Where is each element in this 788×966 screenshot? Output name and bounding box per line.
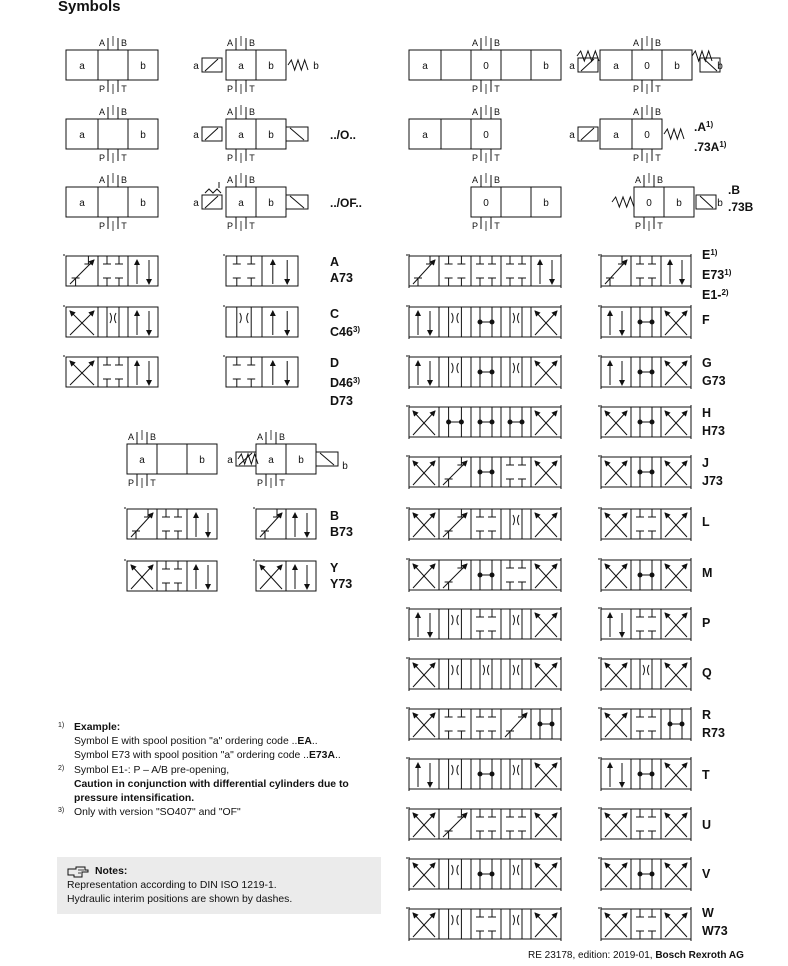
port-label: A xyxy=(226,38,234,48)
spring-label: b xyxy=(313,61,319,72)
notes-box xyxy=(57,857,381,914)
spool-position-label: b xyxy=(199,455,205,466)
spool-position-label: a xyxy=(613,130,619,141)
label-j: J J73 xyxy=(702,456,723,488)
port-label: P xyxy=(632,84,640,94)
spool-position-label: a xyxy=(238,198,244,209)
spool-position-label: b xyxy=(140,130,146,141)
label-r: R R73 xyxy=(702,708,725,740)
port-label: A xyxy=(471,107,479,117)
spool-position-label: b xyxy=(543,198,549,209)
solenoid-label: a xyxy=(227,455,233,466)
page-footer: RE 23178, edition: 2019-01, Bosch Rexroth AG xyxy=(528,950,744,961)
port-label: T xyxy=(121,153,127,163)
spool-position-label: b xyxy=(298,455,304,466)
port-label: B xyxy=(493,107,501,117)
label-h: H H73 xyxy=(702,406,725,438)
spool-position-label: a xyxy=(139,455,145,466)
port-label: P xyxy=(471,221,479,231)
label-y: Y Y73 xyxy=(330,561,353,591)
solenoid-label: a xyxy=(569,130,575,141)
label-e: $E^{1)}$ E73$^{1)}$ E1-$^{2)}$ xyxy=(702,248,732,302)
port-label: B xyxy=(120,175,128,185)
spool-position-label: 0 xyxy=(483,130,489,141)
label-f: F xyxy=(702,313,710,327)
spool-position-label: b xyxy=(268,130,274,141)
port-label: P xyxy=(98,84,106,94)
port-label: A xyxy=(226,107,234,117)
footnote-2: 2) Symbol E1-: P – A/B pre-opening, Caution in conjunction with differential cylinders due to pressure intensification. xyxy=(58,764,349,805)
label-b: B B73 xyxy=(330,509,353,539)
label-of: ../OF.. xyxy=(330,196,363,210)
port-label: T xyxy=(279,478,285,488)
solenoid-label: a xyxy=(193,61,199,72)
port-label: T xyxy=(150,478,156,488)
port-label: P xyxy=(98,153,106,163)
solenoid-label: b xyxy=(342,461,348,472)
spool-position-label: a xyxy=(79,61,85,72)
notes-line-2: Hydraulic interim positions are shown by dashes. xyxy=(67,894,293,905)
label-v: V xyxy=(702,867,711,881)
label-g: G G73 xyxy=(702,356,726,388)
port-label: P xyxy=(256,478,264,488)
label-m: M xyxy=(702,566,713,580)
spool-position-label: a xyxy=(79,130,85,141)
label-a: A A73 xyxy=(330,255,353,285)
port-label: P xyxy=(226,84,234,94)
port-label: T xyxy=(121,84,127,94)
port-label: A xyxy=(98,107,106,117)
port-label: B xyxy=(278,432,286,442)
port-label: T xyxy=(657,221,663,231)
spool-position-label: a xyxy=(238,61,244,72)
spool-position-label: a xyxy=(79,198,85,209)
label-c: C C46$^{3)}$ xyxy=(330,307,361,339)
label-w: W W73 xyxy=(702,906,728,938)
spool-position-label: 0 xyxy=(483,198,489,209)
label-t: T xyxy=(702,768,710,782)
solenoid-label: b xyxy=(717,61,723,72)
port-label: B xyxy=(248,107,256,117)
port-label: B xyxy=(493,38,501,48)
port-label: A xyxy=(634,175,642,185)
spool-position-label: b xyxy=(140,198,146,209)
spool-position-label: a xyxy=(238,130,244,141)
spool-position-label: a xyxy=(422,130,428,141)
spool-position-label: 0 xyxy=(644,61,650,72)
port-label: P xyxy=(634,221,642,231)
port-label: T xyxy=(249,221,255,231)
label-d: D D46$^{3)}$ D73 xyxy=(330,356,361,408)
label-q: Q xyxy=(702,666,712,680)
label-p: P xyxy=(702,616,711,630)
port-label: T xyxy=(494,221,500,231)
port-label: P xyxy=(471,84,479,94)
port-label: A xyxy=(98,175,106,185)
port-label: T xyxy=(249,153,255,163)
port-label: A xyxy=(256,432,264,442)
label-b-spring: .B .73B xyxy=(728,183,754,214)
port-label: B xyxy=(120,107,128,117)
port-label: A xyxy=(471,175,479,185)
spool-position-label: a xyxy=(268,455,274,466)
spool-position-label: b xyxy=(674,61,680,72)
label-l: L xyxy=(702,515,710,529)
footnote-3: 3) Only with version "SO407" and "OF" xyxy=(58,807,241,819)
solenoid-label: b xyxy=(717,198,723,209)
port-label: P xyxy=(127,478,135,488)
pointing-hand-icon xyxy=(67,866,89,878)
port-label: P xyxy=(98,221,106,231)
solenoid-label: a xyxy=(193,130,199,141)
port-label: T xyxy=(494,84,500,94)
port-label: A xyxy=(98,38,106,48)
solenoid-label: a xyxy=(569,61,575,72)
port-label: A xyxy=(226,175,234,185)
port-label: T xyxy=(494,153,500,163)
spool-position-label: 0 xyxy=(644,130,650,141)
port-label: P xyxy=(226,153,234,163)
label-o: ../O.. xyxy=(330,128,357,142)
label-u: U xyxy=(702,818,712,832)
port-label: T xyxy=(655,153,661,163)
spool-position-label: b xyxy=(543,61,549,72)
label-a-spring: $.A^{1)}$ $.73A^{1)}$ xyxy=(694,120,727,154)
port-label: A xyxy=(471,38,479,48)
port-label: P xyxy=(632,153,640,163)
port-label: P xyxy=(471,153,479,163)
footnote-1: 1) Example: Symbol E with spool position "a" ordering code ..EA.. Symbol E73 with spool position "a" ordering code ..E73A.. xyxy=(58,722,341,762)
solenoid-label: a xyxy=(193,198,199,209)
port-label: T xyxy=(121,221,127,231)
spool-position-label: b xyxy=(268,198,274,209)
notes-header: Notes: xyxy=(67,865,371,879)
spool-position-label: a xyxy=(422,61,428,72)
spool-position-label: 0 xyxy=(646,198,652,209)
spool-position-label: a xyxy=(613,61,619,72)
spool-position-label: b xyxy=(268,61,274,72)
port-label: B xyxy=(654,38,662,48)
port-label: A xyxy=(632,107,640,117)
port-label: P xyxy=(226,221,234,231)
notes-line-1: Representation according to DIN ISO 1219-1. xyxy=(67,880,277,891)
footnotes xyxy=(58,721,378,820)
spool-position-label: b xyxy=(140,61,146,72)
port-label: B xyxy=(493,175,501,185)
port-label: B xyxy=(656,175,664,185)
port-label: T xyxy=(249,84,255,94)
spool-position-label: 0 xyxy=(483,61,489,72)
port-label: T xyxy=(655,84,661,94)
port-label: A xyxy=(127,432,135,442)
page-title: Symbols xyxy=(58,0,121,15)
port-label: B xyxy=(120,38,128,48)
port-label: B xyxy=(149,432,157,442)
port-label: A xyxy=(632,38,640,48)
port-label: B xyxy=(248,175,256,185)
port-label: B xyxy=(248,38,256,48)
spool-position-label: b xyxy=(676,198,682,209)
port-label: B xyxy=(654,107,662,117)
